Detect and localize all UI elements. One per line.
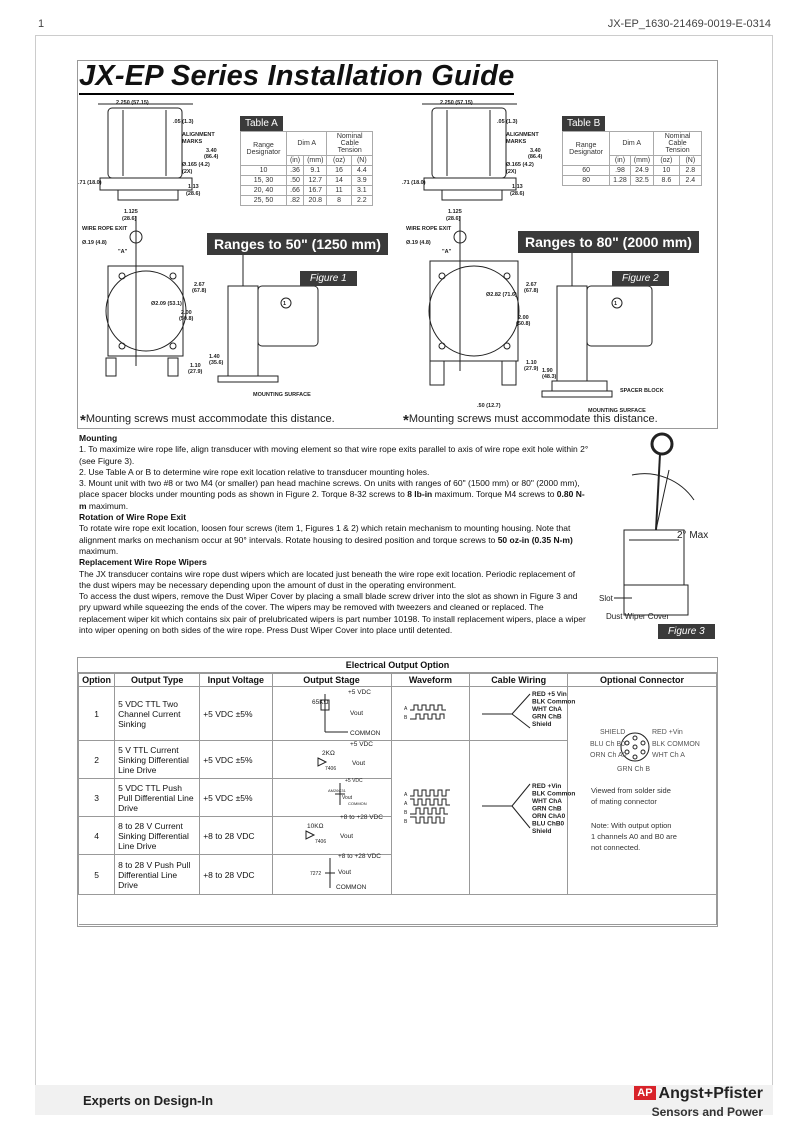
table-a-row (241, 196, 373, 206)
th-in-b: (in) (610, 156, 631, 166)
elec-header: Output Stage (272, 674, 391, 687)
wave1-a: A (404, 706, 408, 712)
stage2-vcc: +5 VDC (350, 741, 373, 748)
conn-shield: SHIELD (600, 729, 626, 736)
footer-tagline: Experts on Design-In (83, 1093, 214, 1108)
table-a-cell: 20, 40 (241, 186, 287, 196)
wiring-label: BLK Common (532, 698, 576, 706)
dim-d140: 1.40 (209, 354, 220, 360)
stage5-ic: 7272 (310, 871, 322, 877)
elec-empty-cell (79, 895, 717, 925)
dim-wre-r: WIRE ROPE EXIT (406, 226, 452, 232)
footer-bar (35, 1085, 773, 1119)
dim-wre: WIRE ROPE EXIT (82, 226, 128, 232)
dim-h340mm-r: (86.4) (528, 154, 543, 160)
elec-empty-row (79, 895, 717, 925)
conn-blk: BLK COMMON (652, 741, 700, 748)
dim-h340-r: 3.40 (530, 148, 541, 154)
dim-d200-r: 2.00 (518, 315, 529, 321)
stage4-vout: Vout (340, 833, 354, 840)
dim-h340: 3.40 (206, 148, 217, 154)
th-oz-b: (oz) (654, 156, 679, 166)
dim-d110-r: 1.10 (526, 360, 537, 366)
dim-hole-r: Ø.165 (4.2) (506, 162, 534, 168)
wiring-label: Shield (532, 828, 552, 835)
heading-mounting: Mounting (79, 433, 118, 443)
conn-note1: Note: With output option (591, 821, 672, 830)
conn-wht: WHT Ch A (652, 752, 685, 759)
stage4-ic: 7406 (315, 839, 327, 845)
table-a-cell: 15, 30 (241, 176, 287, 186)
dim-marks-r: MARKS (506, 139, 527, 145)
wiring-label: BLU ChB0 (532, 820, 565, 828)
th-mm: (mm) (304, 156, 327, 166)
dim-d113-r: 1.13 (512, 184, 523, 190)
range-badge-80: Ranges to 80" (2000 mm) (518, 231, 699, 253)
table-a-cell: .82 (286, 196, 303, 206)
table-a-cell: 12.7 (304, 176, 327, 186)
dim-hole2: (2X) (182, 169, 193, 175)
elec-option: 1 (79, 687, 115, 741)
wiring-label: GRN ChB (532, 713, 562, 721)
elec-option: 5 (79, 855, 115, 895)
th-mm-b: (mm) (630, 156, 653, 166)
fig3-max: 2° Max (677, 530, 709, 541)
table-a-row (241, 166, 373, 176)
dim-align-r: ALIGNMENT (506, 132, 539, 138)
elec-type: 8 to 28 V Current Sinking Differential Line Drive (115, 817, 200, 855)
th-tension: Nominal Cable Tension (327, 132, 373, 156)
dim-d1125-r: 1.125 (448, 209, 462, 215)
wiring-label: WHT ChA (532, 798, 562, 805)
figure-2-label: Figure 2 (612, 271, 669, 286)
wave2-b: B (404, 810, 408, 816)
wiring-label: BLK Common (532, 790, 576, 798)
table-a-cell: 14 (327, 176, 351, 186)
table-a-cell: 16.7 (304, 186, 327, 196)
dim-d267: 2.67 (194, 282, 205, 288)
mounting-step-3: 3. Mount unit with two #8 or two M4 (or smaller) pan head machine screws. On units with ranges of 60" (1500 mm) or 80" (2000 mm), place spacer blocks under mounting pods as shown in Figure 2. Torque 8-32 screws to 8 lb-in maximum. Torque M4 screws to 0.80 N-m maximum. (79, 478, 585, 511)
table-a-cell: 2.2 (351, 196, 372, 206)
figure-3-drawing (594, 430, 716, 642)
stage5-vout: Vout (338, 869, 352, 876)
elec-type: 8 to 28 V Push Pull Differential Line Drive (115, 855, 200, 895)
dim-ms: MOUNTING SURFACE (253, 392, 311, 398)
table-a-cell: 9.1 (304, 166, 327, 176)
th-n: (N) (351, 156, 372, 166)
table-a-row (241, 186, 373, 196)
dim-d190: 1.90 (542, 368, 553, 374)
dim-d140mm: (35.6) (209, 360, 224, 366)
dim-sb: SPACER BLOCK (620, 388, 664, 394)
mount-note-left: *Mounting screws must accommodate this distance. (80, 412, 335, 429)
table-b (562, 113, 702, 186)
wiring-label: WHT ChA (532, 706, 562, 713)
table-a (240, 113, 373, 206)
dim-width-r: 2.250 (57.15) (440, 100, 473, 106)
dim-d19-r: Ø.19 (4.8) (406, 240, 431, 246)
th-tension-b: Nominal Cable Tension (654, 132, 702, 156)
fig3-cover: Dust Wiper Cover (606, 612, 670, 621)
conn-grn: GRN Ch B (617, 766, 651, 773)
table-a-cell: .50 (286, 176, 303, 186)
stage3-common: COMMON (348, 801, 367, 806)
table-a-cell: 4.4 (351, 166, 372, 176)
wiring-label: RED +Vin (532, 783, 562, 790)
dim-d267mm: (67.8) (192, 288, 207, 294)
brand-name: Angst+Pfister (658, 1085, 763, 1102)
elec-header: Option (79, 674, 115, 687)
table-a-cell: 11 (327, 186, 351, 196)
elec-header: Optional Connector (568, 674, 717, 687)
table-a-cell: 3.1 (351, 186, 372, 196)
brand-logo (634, 1085, 763, 1121)
th-n-b: (N) (679, 156, 701, 166)
elec-option: 4 (79, 817, 115, 855)
elec-header: Waveform (391, 674, 470, 687)
stage3-vout: Vout (342, 795, 353, 801)
dim-d190mm: (48.3) (542, 374, 557, 380)
table-b-cell: 2.4 (679, 176, 701, 186)
wiring-label: ORN ChA0 (532, 813, 566, 820)
table-b-cell: 60 (563, 166, 610, 176)
stage3-ic: AM26C31 (328, 788, 346, 793)
mounting-step-1: 1. To maximize wire rope life, align transducer with moving element so that wire rope exits parallel to axis of wire rope exit hole within 2° (see Figure 3). (79, 444, 589, 466)
th-in: (in) (286, 156, 303, 166)
dim-a: "A" (118, 249, 128, 255)
table-b-cell: 2.8 (679, 166, 701, 176)
table-b-cell: 80 (563, 176, 610, 186)
dim-d50: .50 (12.7) (477, 403, 501, 409)
rotation-text: To rotate wire rope exit location, loosen four screws (item 1, Figures 1 & 2) which retain mechanism to mounting housing. Note that alignment marks on mechanism occur at 90° intervals. Rotate housing to desired position and torque screws to 50 oz-in (0.35 N-m) maximum. (79, 523, 573, 556)
wiring-label: RED +5 Vin (532, 691, 567, 698)
conn-view2: of mating connector (591, 797, 657, 806)
stage2-ic: 7406 (325, 766, 337, 772)
elec-voltage: +5 VDC ±5% (200, 687, 272, 741)
dim-hole: Ø.165 (4.2) (182, 162, 210, 168)
stage5-vcc: +8 to +28 VDC (338, 853, 381, 860)
table-b-row (563, 176, 702, 186)
fig3-slot: Slot (599, 594, 613, 603)
dim-d113mm-r: (28.6) (510, 191, 525, 197)
elec-voltage: +5 VDC ±5% (200, 779, 272, 817)
stage2-vout: Vout (352, 760, 366, 767)
table-a-cell: 16 (327, 166, 351, 176)
dim-d1125: 1.125 (124, 209, 138, 215)
dim-d110: 1.10 (190, 363, 201, 369)
item-one-r: 1 (614, 301, 618, 307)
conn-red: RED +Vin (652, 729, 683, 736)
table-a-row (241, 176, 373, 186)
dim-d200: 2.00 (181, 310, 192, 316)
table-a-cell: 8 (327, 196, 351, 206)
th-range-b: Range Designator (563, 132, 610, 166)
stage1-vout: Vout (350, 710, 364, 717)
page-number: 1 (38, 18, 45, 30)
table-a-cell: .66 (286, 186, 303, 196)
logo-mark-icon: AP (634, 1086, 655, 1100)
stage5-common: COMMON (336, 884, 367, 891)
elec-voltage: +5 VDC ±5% (200, 741, 272, 779)
dim-align: ALIGNMENT (182, 132, 215, 138)
dim-d71: .71 (18.0) (78, 180, 102, 186)
stage3-vcc: +5 VDC (345, 778, 363, 784)
th-range: Range Designator (241, 132, 287, 166)
th-dim: Dim A (286, 132, 326, 156)
conn-view1: Viewed from solder side (591, 786, 671, 795)
page-title: JX-EP Series Installation Guide (79, 60, 514, 95)
heading-wipers: Replacement Wire Rope Wipers (79, 557, 207, 568)
table-b-cell: 24.9 (630, 166, 653, 176)
wave2-b0: B (404, 819, 408, 825)
dim-h340mm: (86.4) (204, 154, 219, 160)
dim-d110mm: (27.9) (188, 369, 203, 375)
th-dim-b: Dim A (610, 132, 654, 156)
dim-d19: Ø.19 (4.8) (82, 240, 107, 246)
table-a-cell: 10 (241, 166, 287, 176)
elec-type: 5 V TTL Current Sinking Differential Line Drive (115, 741, 200, 779)
wipers-text-1: The JX transducer contains wire rope dust wipers which are located just beneath the wire rope exit location. Periodic replacement of the dust wipers may be necessary depending upon the amount of dust in the operating environment. (79, 568, 576, 590)
stage1-res: 65KΩ (312, 699, 329, 706)
dim-d200mm: (50.8) (179, 316, 194, 322)
elec-option: 3 (79, 779, 115, 817)
wave2-a: A (404, 792, 408, 798)
dim-d1125mm-r: (28.6) (446, 216, 461, 222)
conn-blu: BLU Ch B0 (590, 741, 626, 748)
stage1-vcc: +5 VDC (348, 689, 371, 696)
dim-hole2-r: (2X) (506, 169, 517, 175)
dim-d110mm-r: (27.9) (524, 366, 539, 372)
table-a-cell: 20.8 (304, 196, 327, 206)
dim-ms-r: MOUNTING SURFACE (588, 408, 646, 414)
elec-voltage: +8 to 28 VDC (200, 855, 272, 895)
wipers-text-2: To access the dust wipers, remove the Dust Wiper Cover by placing a small blade screw driver into the slot as shown in Figure 3 and pry upward while squeezing the ends of the cover. The wipers may be removed with tweezers and cleaned or replaced. The replacement wiper kit which contains six pair of prelubricated wipers is part number 10198. To install replacement wipers, place a wiper into wiper opening on both sides of the wire rope. Press Dust Wiper Cover into place until detented. (79, 591, 586, 636)
dim-d267mm-r: (67.8) (524, 288, 539, 294)
dim-d209: Ø2.09 (53.1) (151, 301, 182, 307)
table-b-cell: 32.5 (630, 176, 653, 186)
electrical-title: Electrical Output Option (78, 658, 717, 673)
dim-marks: MARKS (182, 139, 203, 145)
elec-type: 5 VDC TTL Two Channel Current Sinking (115, 687, 200, 741)
dim-top: .05 (1.3) (173, 119, 194, 125)
dim-d71-r: .71 (18.0) (402, 180, 426, 186)
table-b-cell: 10 (654, 166, 679, 176)
stage1-common: COMMON (350, 730, 381, 737)
electrical-graphics (290, 688, 718, 898)
wave2-a0: A (404, 801, 408, 807)
table-a-cell: .36 (286, 166, 303, 176)
dim-d267-r: 2.67 (526, 282, 537, 288)
figure-3-label: Figure 3 (658, 624, 715, 639)
elec-header: Input Voltage (200, 674, 272, 687)
range-badge-50: Ranges to 50" (1250 mm) (207, 233, 388, 255)
th-oz: (oz) (327, 156, 351, 166)
elec-type: 5 VDC TTL Push Pull Differential Line Drive (115, 779, 200, 817)
conn-note2: 1 channels A0 and B0 are (591, 832, 677, 841)
stage4-vcc: +8 to +28 VDC (340, 814, 383, 821)
elec-voltage: +8 to 28 VDC (200, 817, 272, 855)
mount-note-right: *Mounting screws must accommodate this distance. (403, 412, 658, 429)
figure-1-label: Figure 1 (300, 271, 357, 286)
dim-width: 2.250 (57.15) (116, 100, 149, 106)
table-b-cell: 8.6 (654, 176, 679, 186)
wiring-label: Shield (532, 721, 552, 728)
mounting-step-2: 2. Use Table A or B to determine wire rope exit location relative to transducer mounting holes. (79, 466, 430, 477)
conn-note3: not connected. (591, 843, 641, 852)
table-a-cell: 3.9 (351, 176, 372, 186)
table-b-cell: 1.28 (610, 176, 631, 186)
wave1-b: B (404, 715, 408, 721)
dim-d113mm: (28.6) (186, 191, 201, 197)
elec-header: Cable Wiring (470, 674, 568, 687)
dim-d1125mm: (28.6) (122, 216, 137, 222)
table-a-title: Table A (240, 116, 283, 131)
table-b-cell: .98 (610, 166, 631, 176)
wiring-label: GRN ChB (532, 805, 562, 813)
table-b-title: Table B (562, 116, 605, 131)
dim-d113: 1.13 (188, 184, 199, 190)
elec-header: Output Type (115, 674, 200, 687)
dim-d282: Ø2.82 (71.6) (486, 292, 517, 298)
heading-rotation: Rotation of Wire Rope Exit (79, 512, 187, 523)
brand-subtitle: Sensors and Power (651, 1105, 763, 1119)
elec-option: 2 (79, 741, 115, 779)
stage4-res: 10KΩ (307, 823, 324, 830)
conn-orn: ORN Ch A0 (590, 752, 627, 759)
dim-d200mm-r: (50.8) (516, 321, 531, 327)
installation-instructions (79, 433, 589, 636)
stage2-res: 2KΩ (322, 750, 335, 757)
document-id: JX-EP_1630-21469-0019-E-0314 (607, 18, 771, 30)
dim-a-r: "A" (442, 249, 452, 255)
table-b-row (563, 166, 702, 176)
dim-top-r: .05 (1.3) (497, 119, 518, 125)
item-one: 1 (283, 301, 287, 307)
table-a-cell: 25, 50 (241, 196, 287, 206)
